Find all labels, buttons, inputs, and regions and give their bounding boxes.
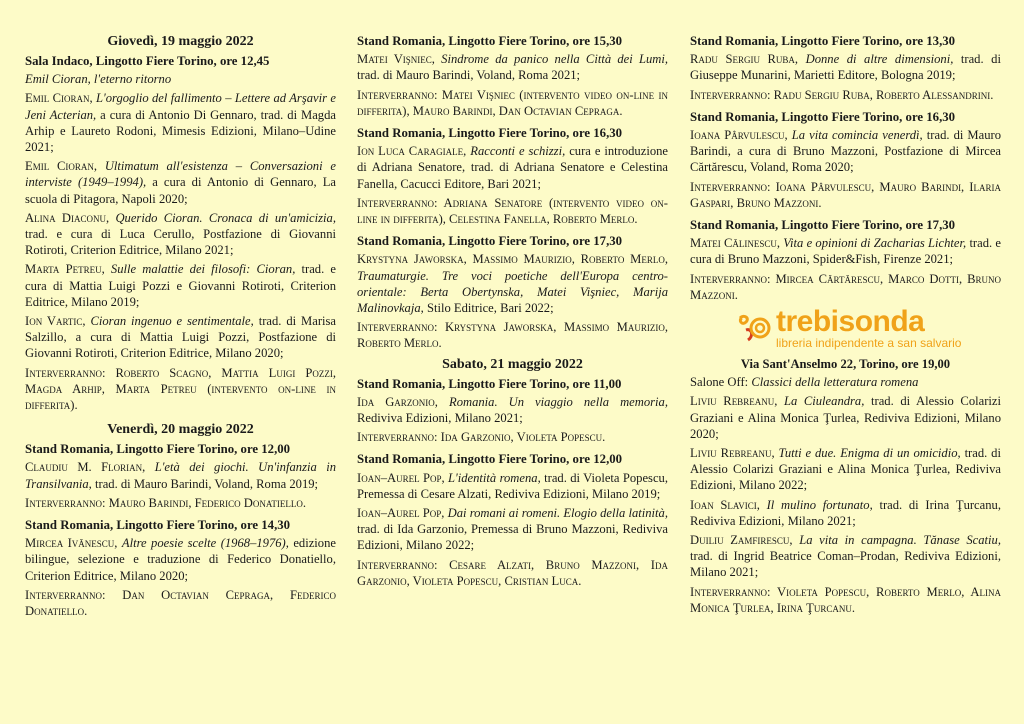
book-entry: Ioan–Aurel Pop, L'identità romena, trad. di Violeta Popescu, Premessa di Cesare Alzati, Rediviva Edizioni, Milano 2019; xyxy=(357,470,668,501)
book-entry: Marta Petreu, Sulle malattie dei filosofi: Cioran, trad. e cura di Mattia Luigi Pozzi e Giovanni Rotiroti, Criterion Editrice, Milano 2019; xyxy=(25,262,336,309)
book-entry: Ida Garzonio, Romania. Un viaggio nella memoria, Rediviva Edizioni, Milano 2021; xyxy=(357,394,668,426)
book-entry: Matei Călinescu, Vita e opinioni di Zacharias Lichter, trad. e cura di Bruno Mazzoni, Spider&Fish, Firenze 2021; xyxy=(690,236,1002,267)
speakers: Interverranno: Cesare Alzati, Bruno Mazzoni, Ida Garzonio, Violeta Popescu, Cristian Luca. xyxy=(357,557,668,588)
speakers: Interverranno: Violeta Popescu, Roberto Merlo, Alina Monica Ţurlea, Irina Ţurcanu. xyxy=(690,584,1001,615)
venue-heading: Stand Romania, Lingotto Fiere Torino, ore 14,30 xyxy=(25,518,291,533)
salone-off-line: Salone Off: Classici della letteratura romena xyxy=(690,375,919,390)
speakers: Interverranno: Dan Octavian Cepraga, Federico Donatiello. xyxy=(25,587,336,619)
column-1 xyxy=(25,33,336,622)
logo-name: trebisonda xyxy=(776,305,925,339)
venue-heading: Stand Romania, Lingotto Fiere Torino, ore 11,00 xyxy=(357,376,622,391)
column-3 xyxy=(690,33,1001,619)
speakers: Interverranno: Matei Vişniec (intervento video on-line in differita), Mauro Barindi, Dan Octavian Cepraga. xyxy=(357,87,668,118)
venue-heading: Stand Romania, Lingotto Fiere Torino, ore 17,30 xyxy=(690,218,956,233)
venue-heading: Sala Indaco, Lingotto Fiere Torino, ore 12,45 xyxy=(25,54,270,68)
trebisonda-logo xyxy=(734,307,1001,350)
venue-heading: Stand Romania, Lingotto Fiere Torino, ore 12,00 xyxy=(357,452,623,467)
book-entry: Liviu Rebreanu, La Ciuleandra, trad. di Alessio Colarizi Graziani e Alina Monica Ţurlea, Rediviva Edizioni, Milano 2020; xyxy=(690,394,1001,441)
day-heading: Giovedì, 19 maggio 2022 xyxy=(107,34,254,49)
book-entry: Ioan–Aurel Pop, Dai romani ai romeni. Elogio della latinità, trad. di Ida Garzonio, Premessa di Bruno Mazzoni, Rediviva Edizioni, Milano 2022; xyxy=(357,506,668,553)
venue-heading: Stand Romania, Lingotto Fiere Torino, ore 15,30 xyxy=(357,34,623,48)
venue-heading: Stand Romania, Lingotto Fiere Torino, ore 16,30 xyxy=(357,126,623,141)
book-entry: Ioana Pârvulescu, La vita comincia venerdì, trad. di Mauro Barindi, a cura di Bruno Mazzoni, Postfazione di Mircea Cărtărescu, Voland, Roma 2020; xyxy=(690,128,1001,175)
logo-tagline: libreria indipendente a san salvario xyxy=(776,336,962,351)
book-entry: Mircea Ivănescu, Altre poesie scelte (1968–1976), edizione bilingue, selezione e traduzione di Federico Donatiello, Criterion Editrice, Milano 2020; xyxy=(25,536,336,583)
speakers: Interverranno: Mircea Cărtărescu, Marco Dotti, Bruno Mazzoni. xyxy=(690,271,1001,302)
speakers: Interverranno: Ioana Pârvulescu, Mauro Barindi, Ilaria Gaspari, Bruno Mazzoni. xyxy=(690,179,1001,210)
book-entry: Emil Cioran, Ultimatum all'esistenza – Conversazioni e interviste (1949–1994), a cura di Antonio di Gennaro, La scuola di Pitagora, Napoli 2020; xyxy=(25,159,336,206)
venue-address: Via Sant'Anselmo 22, Torino, ore 19,00 xyxy=(740,357,951,372)
spiral-icon xyxy=(734,310,772,348)
book-entry: Emil Cioran, L'orgoglio del fallimento – Lettere ad Arşavir e Jeni Acterian, a cura di Antonio Di Gennaro, trad. di Magda Arhip e Laureto Rodoni, Mimesis Edizioni, Milano–Udine 2021; xyxy=(25,91,336,155)
day-heading: Sabato, 21 maggio 2022 xyxy=(442,356,583,372)
venue-heading: Stand Romania, Lingotto Fiere Torino, ore 12,00 xyxy=(25,442,291,457)
speakers: Interverranno: Krystyna Jaworska, Massimo Maurizio, Roberto Merlo. xyxy=(357,320,668,351)
book-entry: Krystyna Jaworska, Massimo Maurizio, Roberto Merlo, Traumaturgie. Tre voci poetiche dell'Europa centro-orientale: Berta Obertynska, Matei Vişniec, Marija Malinovkaja, Stilo Editrice, Bari 2022; xyxy=(357,252,668,316)
day-heading: Venerdì, 20 maggio 2022 xyxy=(107,422,254,438)
venue-heading: Stand Romania, Lingotto Fiere Torino, ore 16,30 xyxy=(690,109,956,124)
book-entry: Matei Vişniec, Sindrome da panico nella Città dei Lumi, trad. di Mauro Barindi, Voland, Roma 2021; xyxy=(357,52,668,83)
speakers: Interverranno: Adriana Senatore (intervento video on-line in differita), Celestina Fanella, Roberto Merlo. xyxy=(357,195,668,227)
book-entry: Claudiu M. Florian, L'età dei giochi. Un'infanzia in Transilvania, trad. di Mauro Barindi, Voland, Roma 2019; xyxy=(25,460,337,491)
venue-heading: Stand Romania, Lingotto Fiere Torino, ore 17,30 xyxy=(357,234,623,249)
book-entry: Ioan Slavici, Il mulino fortunato, trad. di Irina Ţurcanu, Rediviva Edizioni, Milano 2021; xyxy=(690,497,1001,528)
column-2 xyxy=(357,33,668,592)
speakers: Interverranno: Mauro Barindi, Federico Donatiello. xyxy=(25,495,307,510)
speakers: Interverranno: Ida Garzonio, Violeta Popescu. xyxy=(357,430,606,445)
speakers: Interverranno: Roberto Scagno, Mattia Luigi Pozzi, Magda Arhip, Marta Petreu (intervento on-line in differita). xyxy=(25,365,336,413)
book-entry: Radu Sergiu Ruba, Donne di altre dimensioni, trad. di Giuseppe Munarini, Marietti Editore, Bologna 2019; xyxy=(690,52,1001,83)
book-entry: Ion Luca Caragiale, Racconti e schizzi, cura e introduzione di Adriana Senatore, trad. di Adriana Senatore e Celestina Fanella, Cacucci Editore, Bari 2021; xyxy=(357,144,668,191)
speakers: Interverranno: Radu Sergiu Ruba, Roberto Alessandrini. xyxy=(690,87,994,102)
book-entry: Duiliu Zamfirescu, La vita in campagna. Tănase Scatiu, trad. di Ingrid Beatrice Coman–Prodan, Rediviva Edizioni, Milano 2021; xyxy=(690,533,1001,580)
book-entry: Alina Diaconu, Querido Cioran. Cronaca di un'amicizia, trad. e cura di Luca Cerullo, Postfazione di Giovanni Rotiroti, Criterion Editrice, Milano 2021; xyxy=(25,210,336,258)
book-entry: Liviu Rebreanu, Tutti e due. Enigma di un omicidio, trad. di Alessio Colarizi Graziani e Alina Monica Ţurlea, Rediviva Edizioni, Milano 2022; xyxy=(690,446,1001,493)
book-entry: Ion Vartic, Cioran ingenuo e sentimentale, trad. di Marisa Salzillo, a cura di Mattia Luigi Pozzi, Postfazione di Giovanni Rotiroti, Criterion Editrice, Milano 2020; xyxy=(25,314,336,361)
venue-heading: Stand Romania, Lingotto Fiere Torino, ore 13,30 xyxy=(690,34,956,48)
event-subtitle: Emil Cioran, l'eterno ritorno xyxy=(25,72,172,87)
